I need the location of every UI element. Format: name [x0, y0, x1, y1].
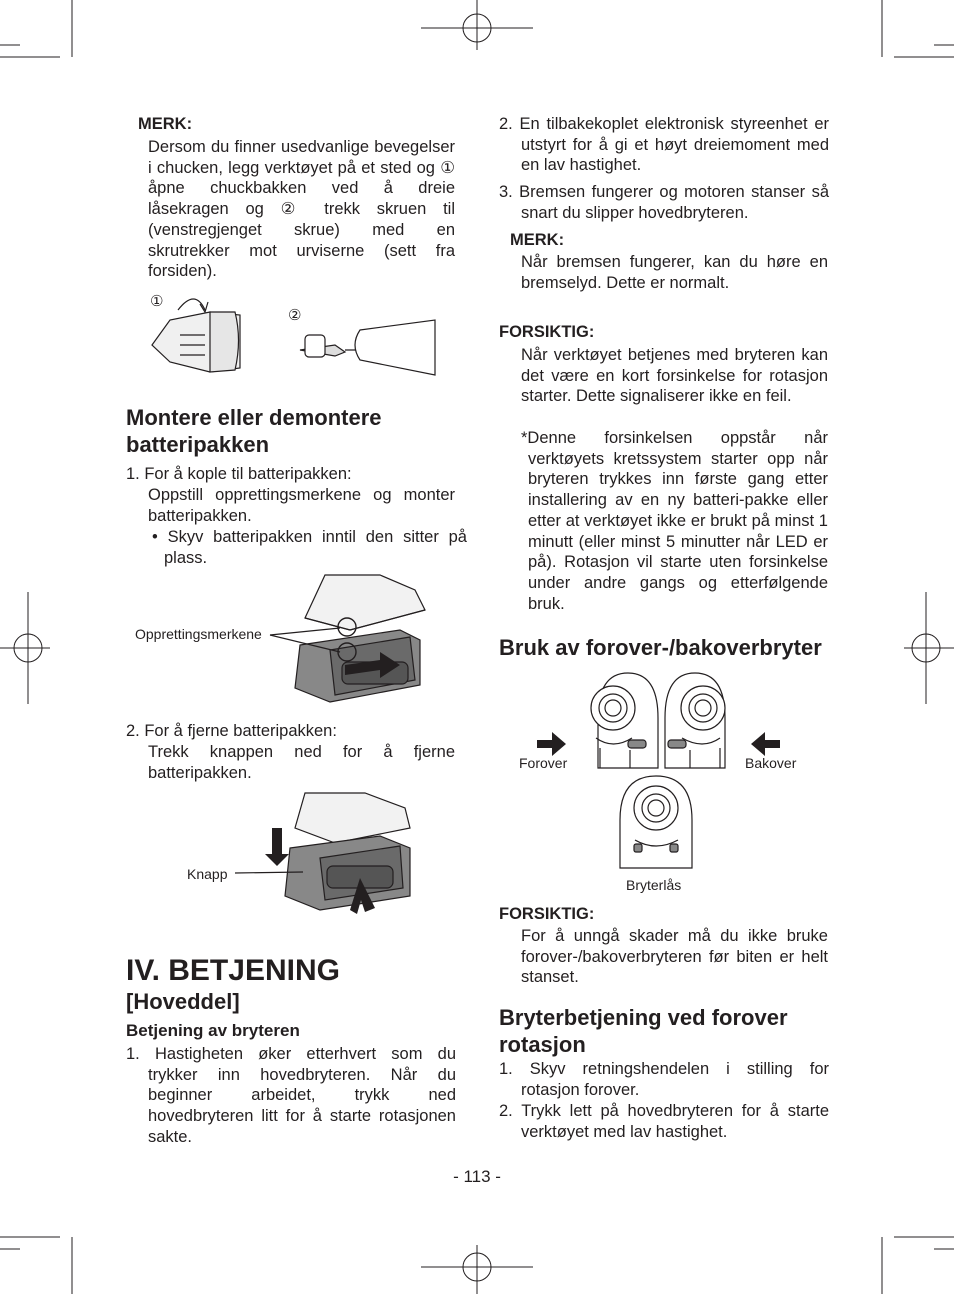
caution-heading-2: FORSIKTIG:	[499, 905, 595, 923]
chapter-subtitle: [Hoveddel]	[126, 989, 240, 1014]
forward-step-2: 2. Trykk lett på hovedbryteren for å starte verktøyet med lav hastighet.	[499, 1102, 829, 1141]
step2-body: Trekk knappen ned for å fjerne batteripakken.	[148, 743, 455, 782]
list-item-3: 3. Bremsen fungerer og motoren stanser så snart du slipper hovedbryteren.	[499, 183, 829, 222]
list-item-2: 2. En tilbakekoplet elektronisk styreenhet er utstyrt for å gi et høyt dreiemoment med en lav hastighet.	[499, 115, 829, 175]
figure-caption-alignment-marks: Opprettingsmerkene	[135, 626, 262, 642]
section-title-direction: Bruk av forover-/bakoverbryter	[499, 635, 822, 660]
label-switch-lock: Bryterlås	[626, 877, 682, 893]
figure-caption-button: Knapp	[187, 866, 228, 882]
caution-body-1: Når verktøyet betjenes med bryteren kan det være en kort forsinkelse for rotasjon starter. Dette signaliserer ikke en feil.	[521, 346, 828, 406]
caution-footnote: *Denne forsinkelsen oppstår når verktøyets kretssystem starter opp når bryteren trykkes inn første gang etter installering av en ny batteri-pakke eller etter at verktøyet ikke er brukt på minst 1 minutt (eller minst 5 minutter når LED er på). Rotasjon vil starte uten forsinkelse under andre gangs og etterfølgende bruk.	[521, 429, 828, 613]
step2-title: 2. For å fjerne batteripakken:	[126, 722, 337, 740]
battery-attach-figure	[290, 570, 450, 710]
chapter-title: IV. BETJENING	[126, 954, 340, 987]
note-heading-right: MERK:	[510, 231, 565, 249]
note-body: Dersom du finner usedvanlige bevegelser i chucken, legg verktøyet på et sted og ① åpne chuckbakken ved å dreie låsekragen og ② trekk skruen til (venstregjenget skrue) med en skrutrekker mot urviserne (sett fra forsiden).	[148, 138, 455, 281]
operation-step-1: 1. Hastigheten øker etterhvert som du trykker inn hovedbryteren. Når du beginner arbeidet, trykk ned hovedbryteren litt for å starte rotasjonen sakte.	[126, 1045, 456, 1146]
note-body-right: Når bremsen fungerer, kan du høre en bremselyd. Dette er normalt.	[521, 253, 828, 292]
figure-label-2: ②	[288, 306, 302, 324]
step1-body: Oppstill opprettingsmerkene og monter batteripakken.	[148, 486, 455, 525]
subsection-title: Betjening av bryteren	[126, 1021, 300, 1040]
figure-label-1: ①	[150, 292, 164, 310]
forward-step-1: 1. Skyv retningshendelen i stilling for rotasjon forover.	[499, 1060, 829, 1099]
caution-heading-1: FORSIKTIG:	[499, 323, 595, 341]
step1-bullet: • Skyv batteripakken inntil den sitter på plass.	[152, 528, 467, 567]
chuck-figure	[150, 290, 450, 380]
note-heading: MERK:	[138, 115, 193, 133]
step1-title: 1. For å kople til batteripakken:	[126, 465, 352, 483]
caution-body-2: For å unngå skader må du ikke bruke forover-/bakoverbryteren før biten er helt stanset.	[521, 927, 828, 987]
section-title-battery: Montere eller demontere batteripakken	[126, 405, 382, 457]
label-forward: Forover	[519, 755, 568, 771]
battery-remove-figure	[265, 788, 425, 918]
direction-switch-figure	[520, 668, 810, 888]
section-title-forward: Bryterbetjening ved forover rotasjon	[499, 1005, 788, 1057]
page-number: - 113 -	[453, 1167, 501, 1186]
label-reverse: Bakover	[745, 755, 797, 771]
